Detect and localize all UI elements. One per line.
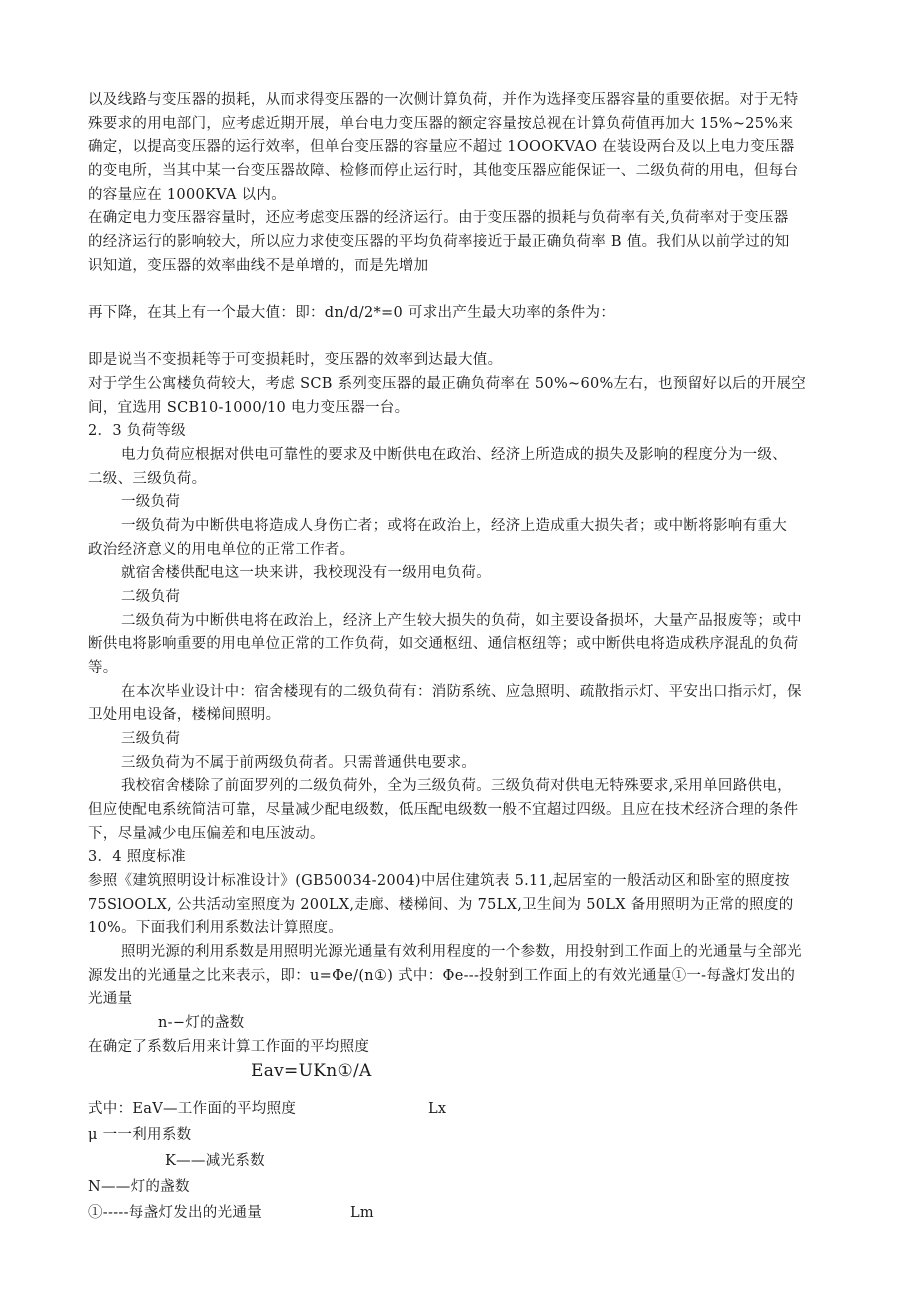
text-line: 以及线路与变压器的损耗，从而求得变压器的一次侧计算负荷，并作为选择变压器容量的重要依据。对于无特 xyxy=(88,92,799,108)
text-line: 光通量 xyxy=(88,991,133,1007)
text-line: 殊要求的用电部门，应考虑近期开展，单台电力变压器的额定容量按总视在计算负荷值再加大 15%~25%来 xyxy=(88,116,794,132)
unit-label: Lm xyxy=(350,1205,374,1221)
section-heading: 3．4 照度标准 xyxy=(88,849,186,865)
text-line: 间，宜选用 SCB10-1000/10 电力变压器一台。 xyxy=(88,400,410,416)
text-line: 对于学生公寓楼负荷较大，考虑 SCB 系列变压器的最正确负荷率在 50%~60%左右，也预留好以后的开展空 xyxy=(88,376,807,392)
text-line: 再下降，在其上有一个最大值：即：dn/d/2*=0 可求出产生最大功率的条件为： xyxy=(88,305,616,321)
text-line: N——灯的盏数 xyxy=(88,1179,190,1195)
text-line: 源发出的光通量之比来表示，即：u=Φe/(n①) 式中：Φe---投射到工作面上的有效光通量①一-每盏灯发出的 xyxy=(88,968,796,984)
subheading: 三级负荷 xyxy=(121,731,181,747)
text-line: μ 一一利用系数 xyxy=(88,1127,192,1143)
text-line: 二级负荷为中断供电将在政治上，经济上产生较大损失的负荷，如主要设备损坏，大量产品报废等；或中 xyxy=(121,613,802,629)
text-line: 就宿舍楼供配电这一块来讲，我校现没有一级用电负荷。 xyxy=(121,565,491,581)
text-line: 卫处用电设备，楼梯间照明。 xyxy=(88,707,281,723)
text-line: 的容量应在 1000KVA 以内。 xyxy=(88,187,287,203)
text-line: 75SlOOLX, 公共活动室照度为 200LX,走廊、楼梯间、为 75LX,卫生间为 50LX 备用照明为正常的照度的 xyxy=(88,897,794,913)
text-line: 即是说当不变损耗等于可变损耗时，变压器的效率到达最大值。 xyxy=(88,352,503,368)
subheading: 一级负荷 xyxy=(121,494,181,510)
text-line: 我校宿舍楼除了前面罗列的二级负荷外，全为三级负荷。三级负荷对供电无特殊要求,采用单回路供电， xyxy=(121,778,792,794)
text-line: 的经济运行的影响较大，所以应力求使变压器的平均负荷率接近于最正确负荷率 B 值。我们从以前学过的知 xyxy=(88,234,790,250)
subheading: 二级负荷 xyxy=(121,589,181,605)
text-line: 在确定电力变压器容量时，还应考虑变压器的经济运行。由于变压器的损耗与负荷率有关,负荷率对于变压器 xyxy=(88,210,789,226)
formula-line: Eav=UKn①/A xyxy=(251,1061,372,1081)
text-line: 照明光源的利用系数是用照明光源光通量有效利用程度的一个参数，用投射到工作面上的光通量与全部光 xyxy=(121,944,802,960)
text-line: 下，尽量减少电压偏差和电压波动。 xyxy=(88,826,325,842)
text-line: 式中：EaV—工作面的平均照度 xyxy=(88,1101,297,1117)
text-line: 识知道，变压器的效率曲线不是单增的，而是先增加 xyxy=(88,258,429,274)
unit-label: Lx xyxy=(428,1101,447,1117)
text-line: 10%。下面我们利用系数法计算照度。 xyxy=(88,920,344,936)
text-line: n-−灯的盏数 xyxy=(158,1015,245,1031)
text-line: ①-----每盏灯发出的光通量 xyxy=(88,1205,262,1221)
text-line: 政治经济意义的用电单位的正常工作者。 xyxy=(88,542,355,558)
text-line: 二级、三级负荷。 xyxy=(88,471,207,487)
text-line: 参照《建筑照明设计标准设计》(GB50034-2004)中居住建筑表 5.11,起居室的一般活动区和卧室的照度按 xyxy=(88,873,790,889)
text-line: 电力负荷应根据对供电可靠性的要求及中断供电在政治、经济上所造成的损失及影响的程度分为一级、 xyxy=(121,447,787,463)
text-line: 确定，以提高变压器的运行效率，但单台变压器的容量应不超过 1OOOKVAO 在装设两台及以上电力变压器 xyxy=(88,139,795,155)
text-line: 在本次毕业设计中：宿舍楼现有的二级负荷有：消防系统、应急照明、疏散指示灯、平安出口指示灯，保 xyxy=(121,684,802,700)
text-line: 一级负荷为中断供电将造成人身伤亡者；或将在政治上，经济上造成重大损失者；或中断将影响有重大 xyxy=(121,518,787,534)
text-line: 三级负荷为不属于前两级负荷者。只需普通供电要求。 xyxy=(121,755,477,771)
text-line: K——减光系数 xyxy=(165,1153,265,1169)
text-line: 的变电所，当其中某一台变压器故障、检修而停止运行时，其他变压器应能保证一、二级负荷的用电，但每台 xyxy=(88,163,799,179)
text-line: 在确定了系数后用来计算工作面的平均照度 xyxy=(88,1039,370,1055)
text-line: 但应使配电系统简洁可靠，尽量减少配电级数，低压配电级数一般不宜超过四级。且应在技术经济合理的条件 xyxy=(88,802,799,818)
text-line: 等。 xyxy=(88,660,118,676)
section-heading: 2．3 负荷等级 xyxy=(88,423,186,439)
text-line: 断供电将影响重要的用电单位正常的工作负荷，如交通枢纽、通信枢纽等；或中断供电将造成秩序混乱的负荷 xyxy=(88,636,799,652)
